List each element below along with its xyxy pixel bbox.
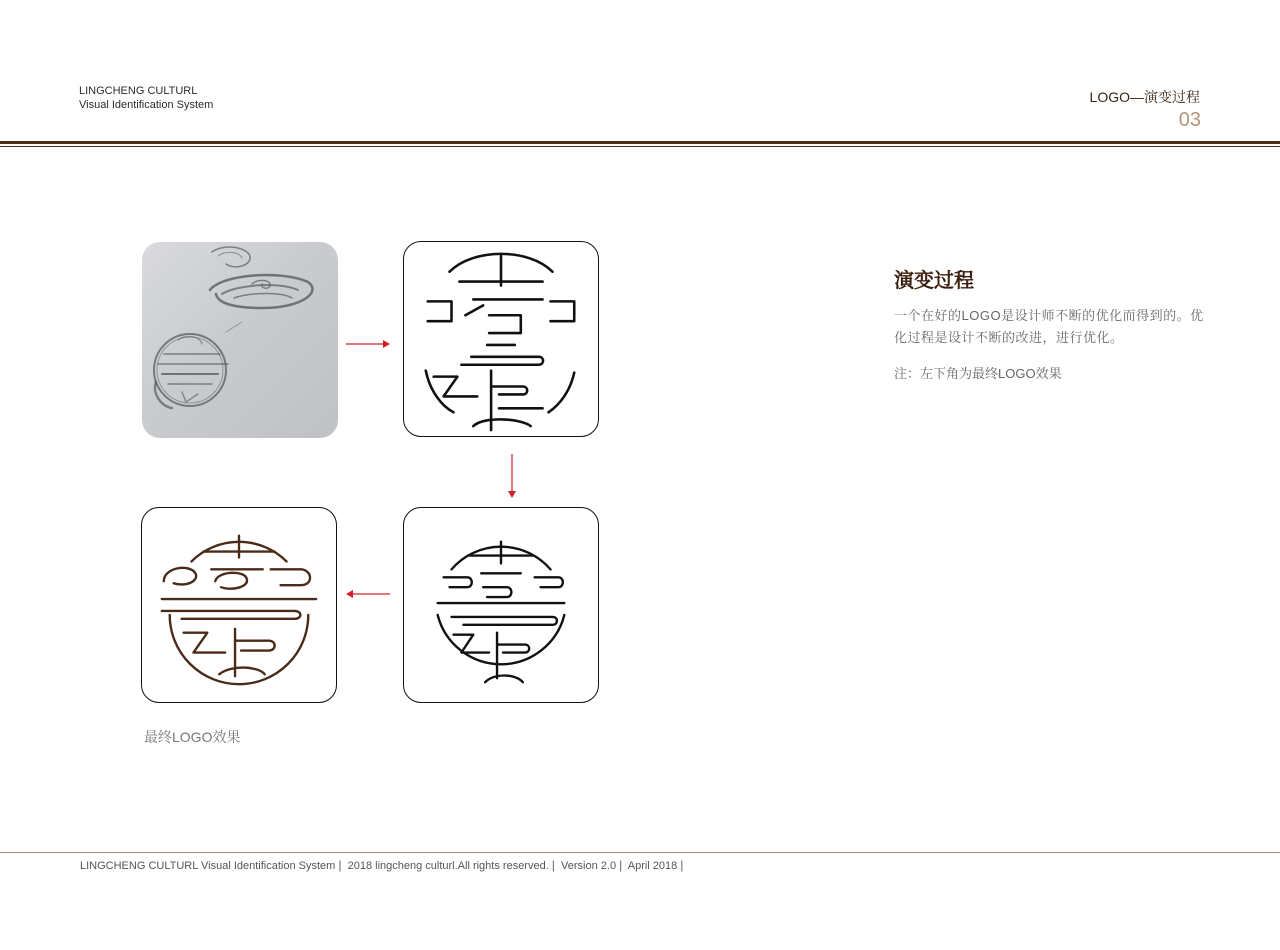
header-rule-thick (0, 141, 1280, 144)
section-body: 一个在好的LOGO是设计师不断的优化而得到的。优化过程是设计不断的改进，进行优化。 (894, 308, 1204, 345)
arrow-down-icon (506, 453, 518, 499)
logo-draft-2-glyph (404, 508, 598, 702)
logo-draft-1-glyph (404, 242, 598, 436)
brand-block (79, 84, 213, 112)
logo-draft-2 (403, 507, 599, 703)
arrow-left-icon (345, 588, 391, 600)
final-logo (141, 507, 337, 703)
page-title: LOGO—演变过程 (1089, 89, 1200, 105)
logo-draft-1 (403, 241, 599, 437)
page-number: 03 (1178, 109, 1201, 131)
section-note: 注：左下角为最终LOGO效果 (894, 366, 1062, 381)
header-rule-thin (0, 146, 1280, 147)
brand-subtitle: Visual Identification System (79, 99, 214, 111)
sketch-drawing (142, 242, 338, 438)
footer-rule (0, 852, 1280, 853)
brand-name: LINGCHENG CULTURL (79, 85, 198, 97)
final-logo-glyph (142, 508, 336, 702)
final-logo-caption: 最终LOGO效果 (144, 729, 241, 745)
pencil-sketch-image (142, 242, 338, 438)
arrow-right-icon (345, 338, 391, 350)
section-heading: 演变过程 (894, 270, 974, 292)
footer-text: LINGCHENG CULTURL Visual Identification System❘ 2018 lingcheng culturl.All rights reserved.❘ Version 2.0❘ April 2018❘ (80, 860, 687, 872)
